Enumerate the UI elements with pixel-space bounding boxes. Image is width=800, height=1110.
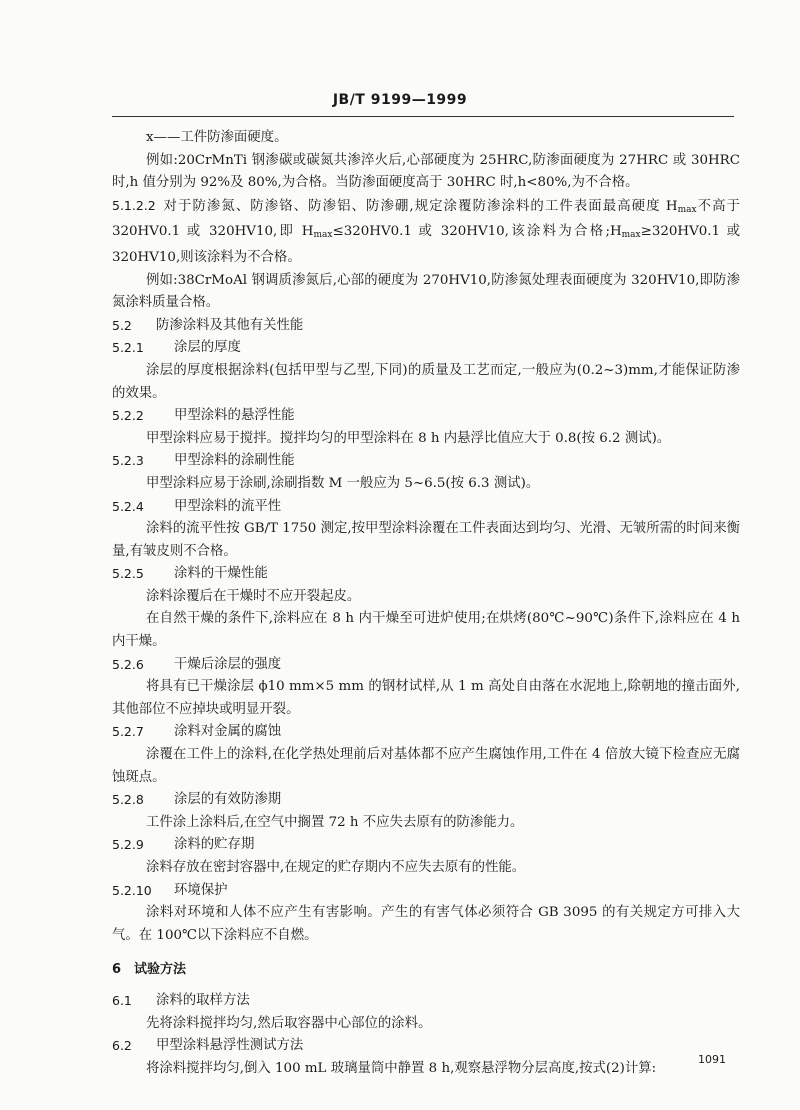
section-5-2-7-text: 涂覆在工件上的涂料,在化学热处理前后对基体都不应产生腐蚀作用,工件在 4 倍放大镜下检查应无腐蚀斑点。 <box>112 747 740 785</box>
page-number: 1091 <box>698 1053 726 1066</box>
clause-text: 对于防渗氮、防渗铬、防渗铝、防渗硼,规定涂覆防渗涂料的工件表面最高硬度 H <box>162 198 678 214</box>
section-6-heading: 6 试验方法 <box>112 962 187 978</box>
section-5-2-1-text: 涂层的厚度根据涂料(包括甲型与乙型,下同)的质量及工艺而定,一般应为(0.2~3)mm,才能保证防渗的效果。 <box>112 362 740 401</box>
section-5-2-5-heading: 5.2.5 涂料的干燥性能 <box>112 566 268 582</box>
paragraph-example-1: 例如:20CrMnTi 钢渗碳或碳氮共渗淬火后,心部硬度为 25HRC,防渗面硬度为 27HRC 或 30HRC 时,h 值分别为 92%及 80%,为合格。当防渗面硬度高于 30HRC 时,h<80%,为不合格。 <box>112 152 740 191</box>
subscript-max: max <box>677 204 697 215</box>
header-rule <box>112 116 734 117</box>
section-5-2-9-heading: 5.2.9 涂料的贮存期 <box>112 837 255 853</box>
clause-number: 5.1.2.2 <box>112 197 156 213</box>
section-5-2-5-text-2: 在自然干燥的条件下,涂料应在 8 h 内干燥至可进炉使用;在烘烤(80℃~90℃)条件下,涂料应在 4 h内干燥。 <box>112 611 740 650</box>
section-6-1-text: 先将涂料搅拌均匀,然后取容器中心部位的涂料。 <box>146 1015 432 1031</box>
subscript-max: max <box>621 230 641 241</box>
section-5-2-8-text: 工件涂上涂料后,在空气中搁置 72 h 不应失去原有的防渗能力。 <box>146 814 524 830</box>
section-5-2-5-text-1: 涂料涂覆后在干燥时不应开裂起皮。 <box>146 588 361 604</box>
clause-text: ≥320HV0.1 或 320HV10,则该涂料为不合格。 <box>112 224 741 265</box>
section-5-2-3-heading: 5.2.3 甲型涂料的涂刷性能 <box>112 453 295 469</box>
section-5-2-4-heading: 5.2.4 甲型涂料的流平性 <box>112 498 282 514</box>
document-body <box>112 127 740 1080</box>
section-5-2-10-heading: 5.2.10 环境保护 <box>112 882 228 898</box>
section-6-1-heading: 6.1 涂料的取样方法 <box>112 992 250 1008</box>
section-6-2-heading: 6.2 甲型涂料悬浮性测试方法 <box>112 1038 304 1054</box>
section-5-2-4-text: 涂料的流平性按 GB/T 1750 测定,按甲型涂料涂覆在工件表面达到均匀、光滑、无皱所需的时间来衡量,有皱皮则不合格。 <box>112 521 740 559</box>
clause-text: 不高于 320HV0.1 或 320HV10,即 H <box>112 198 740 240</box>
paragraph-example-2: 例如:38CrMoAl 钢调质渗氮后,心部的硬度为 270HV10,防渗氮处理表面硬度为 320HV10,即防渗氮涂料质量合格。 <box>112 272 740 311</box>
section-5-2-1-heading: 5.2.1 涂层的厚度 <box>112 340 241 356</box>
section-5-2-heading: 5.2 防渗涂料及其他有关性能 <box>112 317 304 333</box>
section-5-2-6-heading: 5.2.6 干燥后涂层的强度 <box>112 656 282 672</box>
section-5-2-3-text: 甲型涂料应易于涂刷,涂刷指数 M 一般应为 5~6.5(按 6.3 测试)。 <box>146 475 540 491</box>
section-5-2-6-text: 将具有已干燥涂层 ϕ10 mm×5 mm 的钢材试样,从 1 m 高处自由落在水泥地上,除朝地的撞击面外,其他部位不应掉块或明显开裂。 <box>112 679 740 717</box>
clause-5-1-2-2 <box>112 195 740 270</box>
section-5-2-9-text: 涂料存放在密封容器中,在规定的贮存期内不应失去原有的性能。 <box>146 860 526 875</box>
section-5-2-2-text: 甲型涂料应易于搅拌。搅拌均匀的甲型涂料在 8 h 内悬浮比值应大于 0.8(按 6.2 测试)。 <box>146 430 671 446</box>
standard-code-header: JB/T 9199—1999 <box>332 92 468 108</box>
section-5-2-2-heading: 5.2.2 甲型涂料的悬浮性能 <box>112 408 295 424</box>
section-6-2-text: 将涂料搅拌均匀,倒入 100 mL 玻璃量筒中静置 8 h,观察悬浮物分层高度,按式(2)计算: <box>146 1060 657 1076</box>
section-5-2-7-heading: 5.2.7 涂料对金属的腐蚀 <box>112 724 282 740</box>
paragraph-definition-x: x——工件防渗面硬度。 <box>146 130 288 145</box>
section-5-2-8-heading: 5.2.8 涂层的有效防渗期 <box>112 792 282 808</box>
section-5-2-10-text: 涂料对环境和人体不应产生有害影响。产生的有害气体必须符合 GB 3095 的有关规定方可排入大气。在 100℃以下涂料应不自燃。 <box>112 905 740 943</box>
clause-text: ≤320HV0.1 或 320HV10,该涂料为合格;H <box>332 224 622 240</box>
subscript-max: max <box>313 230 333 241</box>
